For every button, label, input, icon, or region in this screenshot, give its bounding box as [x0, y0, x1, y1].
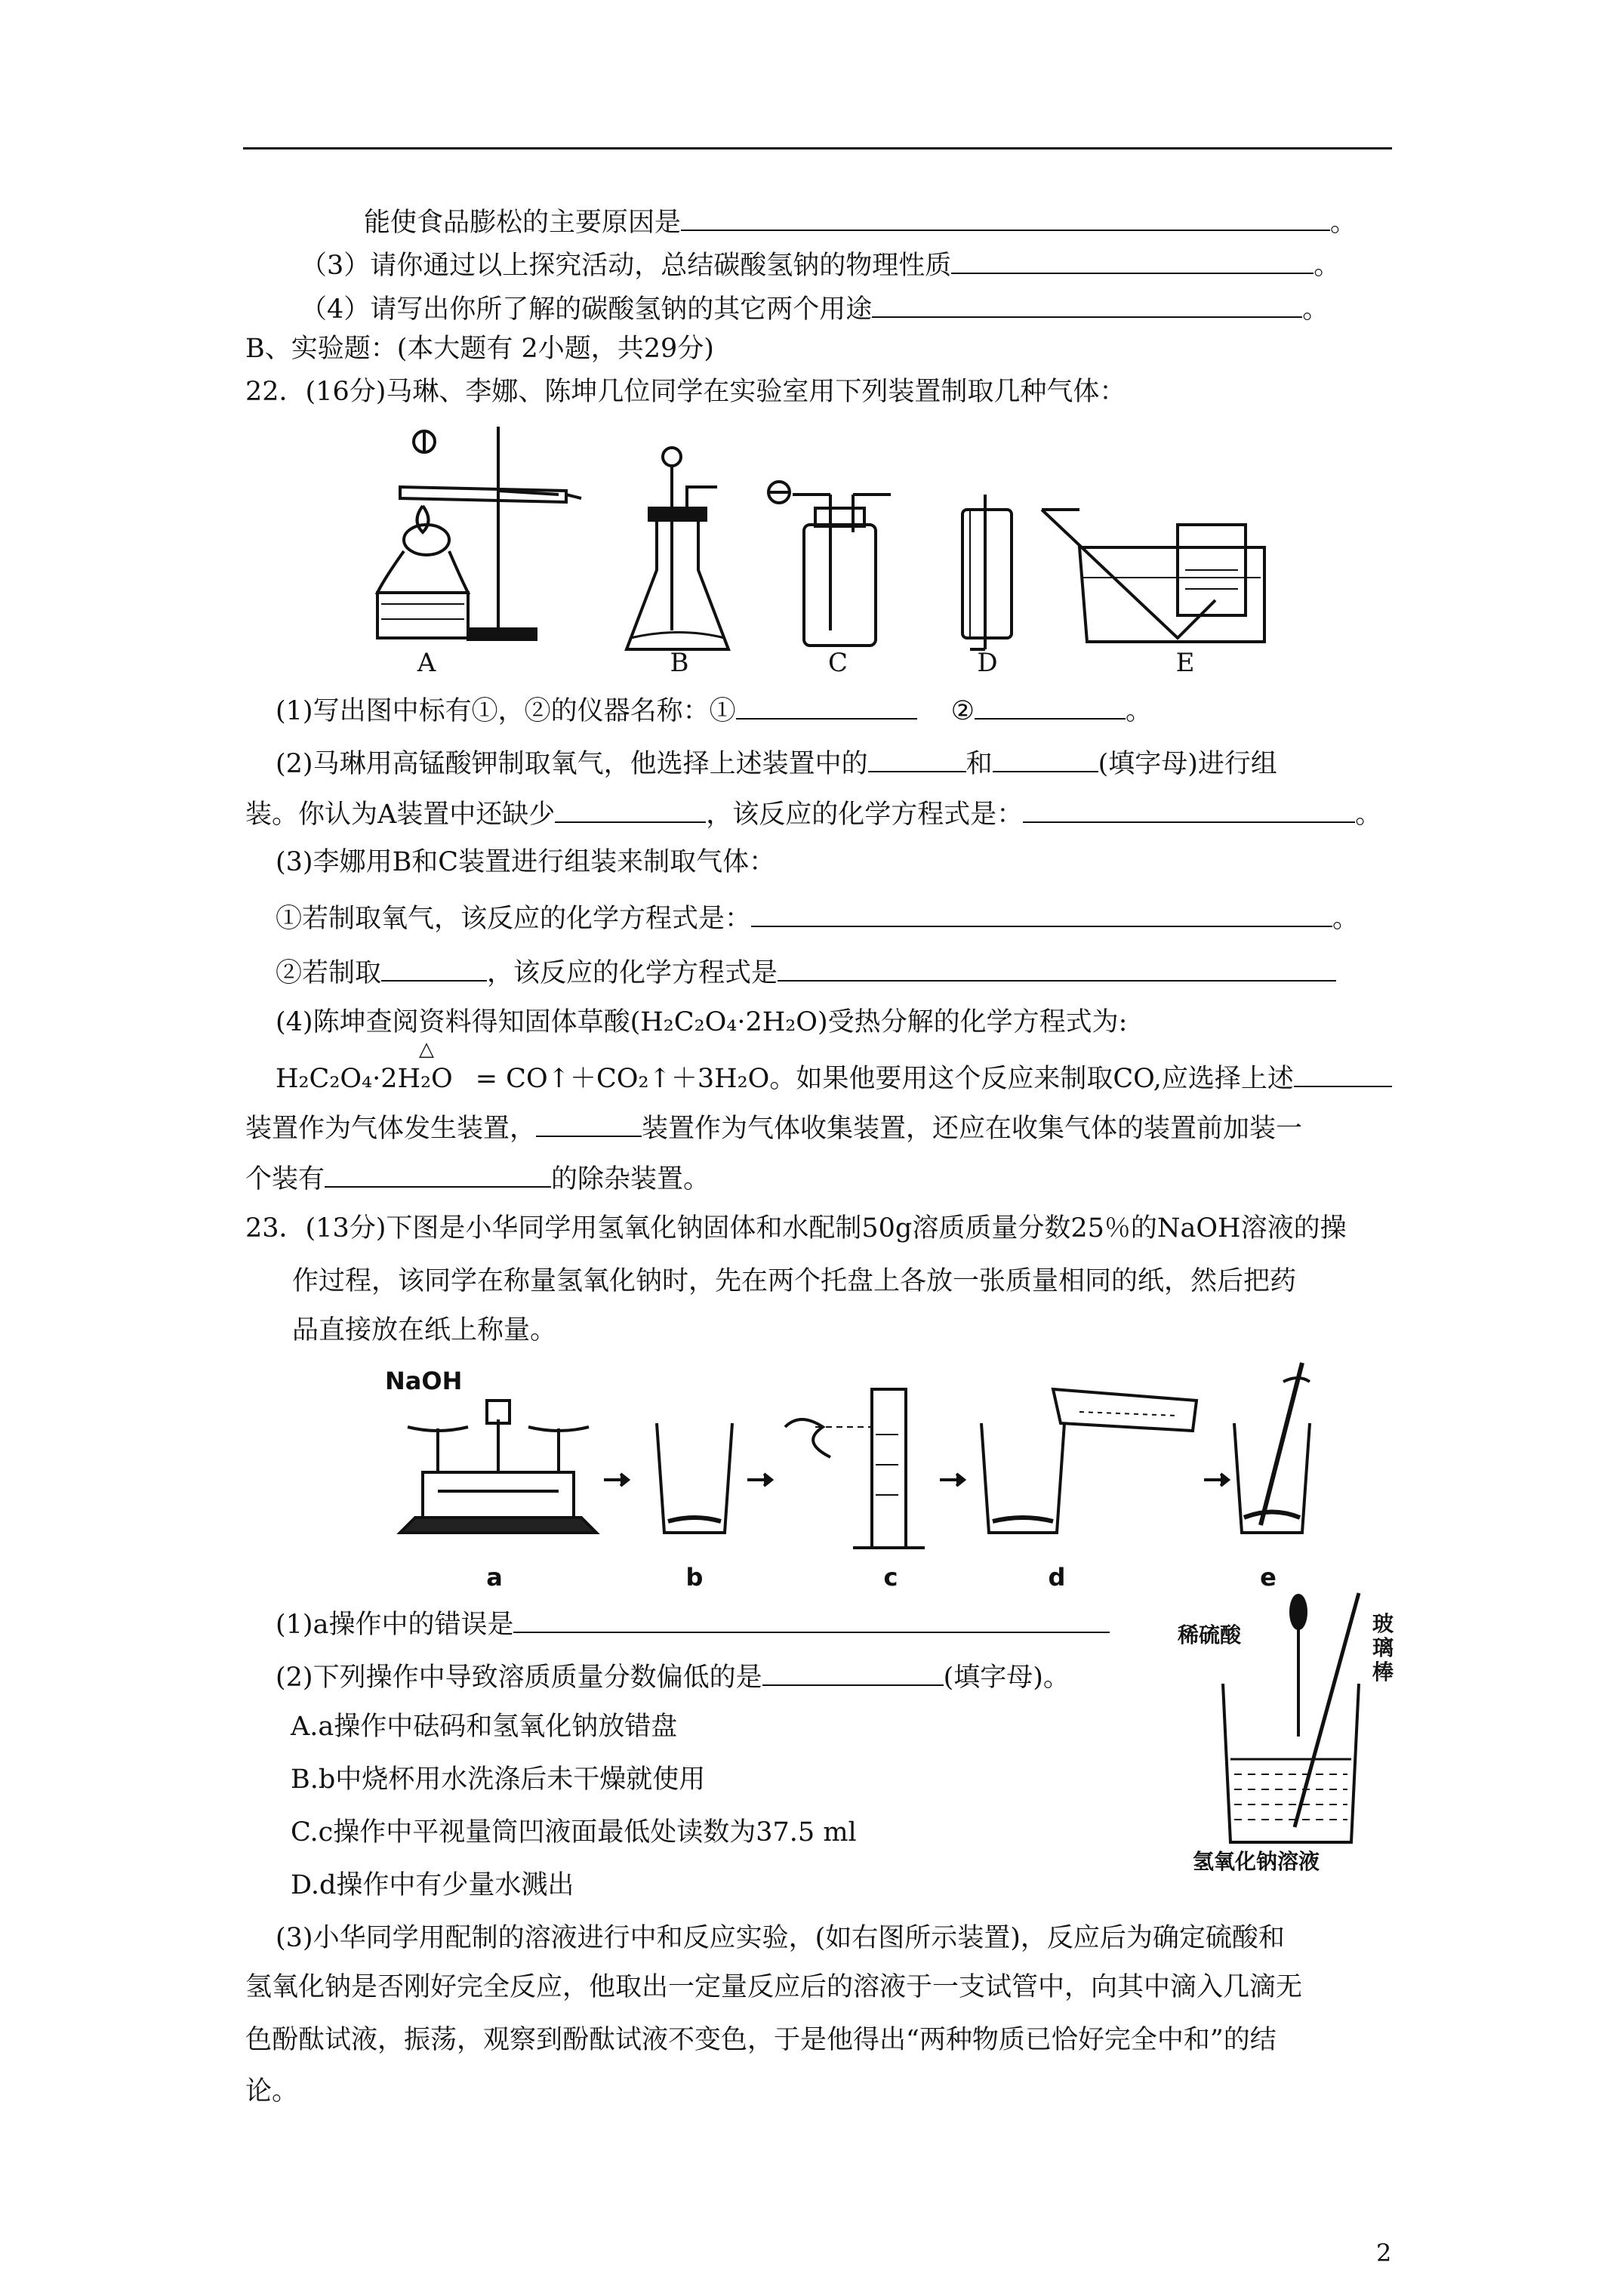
delta-sign: △ [419, 1038, 434, 1061]
label-c: c [883, 1563, 898, 1592]
acid-label: 稀硫酸 [1178, 1623, 1242, 1647]
apparatus-drawing [347, 419, 1291, 676]
text-line: (1)写出图中标有①，②的仪器名称：① ② 。 [276, 691, 1152, 728]
text-line: 氢氧化钠是否刚好完全反应，他取出一定量反应后的溶液于一支试管中，向其中滴入几滴无 [245, 1972, 1303, 2002]
neutralization-figure [1163, 1586, 1404, 1872]
page-number: 2 [1376, 2239, 1392, 2267]
text-line: ②若制取 ，该反应的化学方程式是 [276, 953, 1336, 990]
text-line: 品直接放在纸上称量。 [292, 1315, 557, 1345]
section-heading: B、实验题：(本大题有 2小题，共29分) [245, 334, 714, 364]
answer-blank[interactable] [951, 245, 1313, 274]
option-d: D.d操作中有少量水溅出 [291, 1870, 574, 1900]
solution-label: 氢氧化钠溶液 [1193, 1849, 1320, 1872]
answer-blank[interactable] [1023, 794, 1355, 823]
label-b: b [685, 1563, 704, 1592]
answer-blank[interactable] [681, 202, 1330, 231]
label-e: E [1175, 648, 1195, 676]
rod-label-2: 璃 [1372, 1635, 1394, 1660]
answer-blank[interactable] [381, 953, 487, 982]
text-line: 能使食品膨松的主要原因是 。 [364, 202, 1357, 239]
label-c: C [827, 648, 848, 676]
text-line: （3）请你通过以上探究活动，总结碳酸氢钠的物理性质 。 [300, 245, 1340, 282]
option-a: A.a操作中砝码和氢氧化钠放错盘 [291, 1712, 678, 1742]
text-line: 论。 [245, 2076, 299, 2106]
question-22: 22．(16分)马琳、李娜、陈坤几位同学在实验室用下列装置制取几种气体： [245, 377, 1126, 407]
text-line: (2)下列操作中导致溶质质量分数偏低的是 (填字母)。 [276, 1657, 1070, 1694]
text-line: (3)李娜用B和C装置进行组装来制取气体： [276, 847, 776, 877]
text-line: (2)马琳用高锰酸钾制取氧气，他选择上述装置中的 和 (填字母)进行组 [276, 744, 1277, 781]
text-line: （4）请写出你所了解的碳酸氢钠的其它两个用途 。 [300, 289, 1329, 326]
text-line: 色酚酞试液，振荡，观察到酚酞试液不变色，于是他得出“两种物质已恰好完全中和”的结 [245, 2025, 1277, 2055]
label-d: d [1048, 1563, 1066, 1592]
label-a: A [417, 648, 436, 676]
label-e: e [1260, 1563, 1277, 1592]
answer-blank[interactable] [993, 744, 1098, 772]
answer-blank[interactable] [1294, 1059, 1392, 1087]
answer-blank[interactable] [868, 744, 966, 772]
answer-blank[interactable] [325, 1159, 551, 1188]
text-line: 个装有 的除杂装置。 [245, 1159, 710, 1196]
answer-blank[interactable] [872, 289, 1302, 318]
answer-blank[interactable] [975, 691, 1126, 720]
question-23: 23．(13分)下图是小华同学用氢氧化钠固体和水配制50g溶质质量分数25％的NaOH溶液的操 [245, 1213, 1347, 1244]
answer-blank[interactable] [778, 953, 1336, 982]
apparatus-figure [347, 419, 1291, 676]
equation-line: H₂C₂O₄·2H₂O = CO↑＋CO₂↑＋3H₂O。如果他要用这个反应来制取CO,应选择上述 [276, 1059, 1392, 1096]
text-line: ①若制取氧气，该反应的化学方程式是： 。 [276, 898, 1359, 935]
text-line: 装。你认为A装置中还缺少 ，该反应的化学方程式是： 。 [245, 794, 1381, 831]
answer-blank[interactable] [536, 1108, 642, 1137]
label-b: B [670, 648, 689, 676]
answer-blank[interactable] [736, 691, 917, 720]
text-line: (1)a操作中的错误是 [276, 1604, 1110, 1641]
rod-label-3: 棒 [1372, 1660, 1394, 1684]
text-line: 作过程，该同学在称量氢氧化钠时，先在两个托盘上各放一张质量相同的纸，然后把药 [292, 1266, 1297, 1296]
text-line: (3)小华同学用配制的溶液进行中和反应实验，(如右图所示装置)，反应后为确定硫酸和 [276, 1923, 1285, 1953]
answer-blank[interactable] [555, 794, 706, 823]
neutralization-drawing [1163, 1586, 1404, 1872]
answer-blank[interactable] [762, 1657, 944, 1686]
prep-drawing [377, 1359, 1321, 1601]
text-line: (4)陈坤查阅资料得知固体草酸(H₂C₂O₄·2H₂O)受热分解的化学方程式为: [276, 1007, 1128, 1037]
rod-label-1: 玻 [1372, 1611, 1394, 1636]
option-b: B.b中烧杯用水洗涤后未干燥就使用 [291, 1764, 706, 1795]
naoh-label: NaOH [385, 1367, 463, 1395]
option-c: C.c操作中平视量筒凹液面最低处读数为37.5 ml [291, 1817, 857, 1848]
label-d: D [977, 648, 998, 676]
label-a: a [486, 1563, 503, 1592]
header-rule [243, 147, 1392, 149]
solution-prep-figure [377, 1359, 1321, 1601]
answer-blank[interactable] [751, 898, 1332, 927]
answer-blank[interactable] [513, 1604, 1110, 1633]
text-line: 装置作为气体发生装置， 装置作为气体收集装置，还应在收集气体的装置前加装一 [245, 1108, 1302, 1145]
